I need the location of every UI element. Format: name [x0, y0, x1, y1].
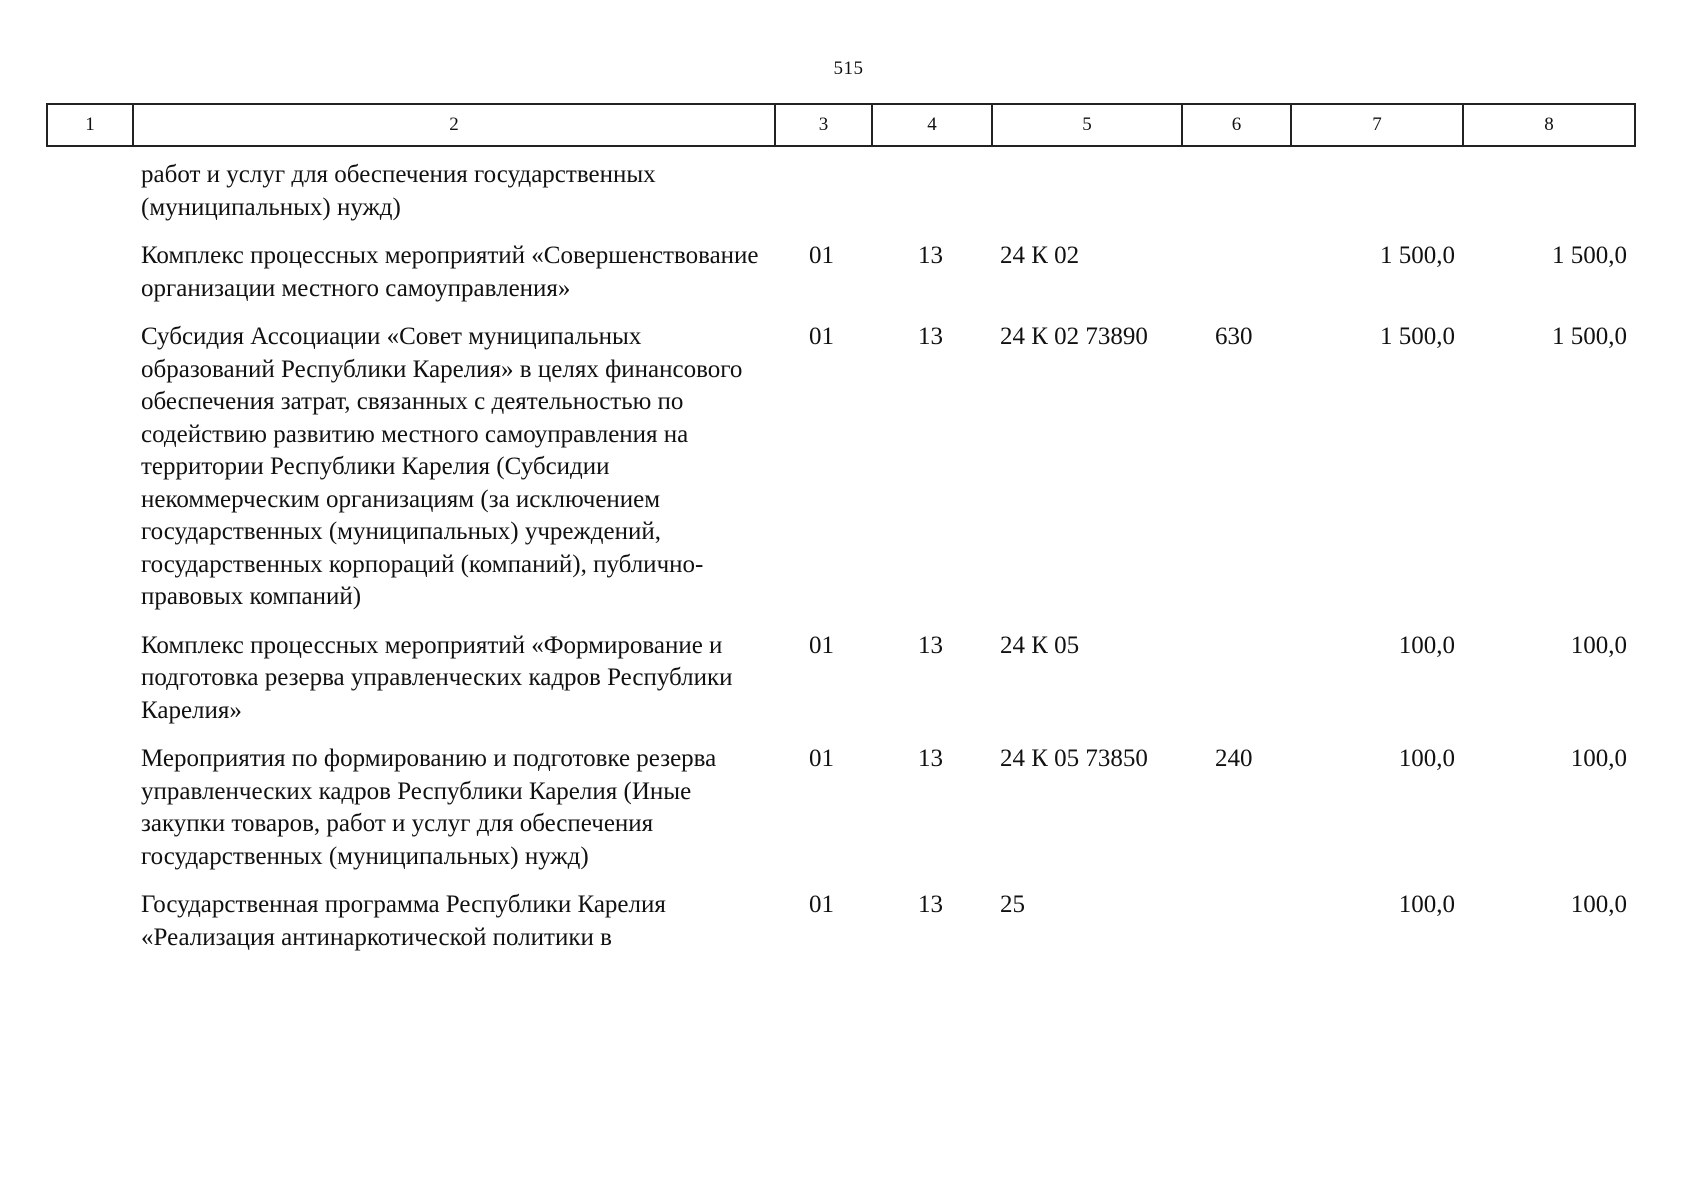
cell-rz: 01 — [809, 242, 834, 269]
table-row — [47, 240, 1635, 321]
cell-csr: 24 К 05 73850 — [1000, 745, 1148, 772]
cell-name: Государственная программа Республики Карелия «Реализация антинаркотической политики в — [141, 891, 666, 951]
cell-sum-8: 100,0 — [1570, 631, 1627, 659]
cell-sum-7: 1 500,0 — [1380, 242, 1455, 269]
cell-sum-7: 100,0 — [1398, 631, 1455, 659]
cell-csr: 24 К 02 73890 — [1000, 323, 1148, 350]
cell-vr: 630 — [1215, 323, 1253, 350]
column-header-2: 2 — [133, 104, 775, 146]
table-row — [47, 889, 1635, 970]
cell-csr: 24 К 05 — [1000, 631, 1080, 659]
cell-rz — [775, 146, 872, 240]
cell-pr: 13 — [918, 631, 943, 659]
table-row — [47, 321, 1635, 630]
cell-sum-7: 1 500,0 — [1380, 323, 1455, 350]
column-header-4: 4 — [872, 104, 992, 146]
table-header — [47, 104, 1635, 146]
cell-vr — [1182, 240, 1291, 321]
cell-csr: 25 — [1000, 891, 1025, 918]
cell-col1 — [47, 889, 133, 970]
table-row — [47, 630, 1635, 744]
cell-sum-7 — [1291, 146, 1463, 240]
cell-vr — [1182, 146, 1291, 240]
cell-name: Субсидия Ассоциации «Совет муниципальных образований Республики Карелия» в целях финансового обеспечения затрат, связанных с деятельностью по содействию развитию местного самоуправления на территории Республики Карелия (Субсидии некоммерческим организациям (за исключением государственных (муниципальных) учреждений, государственных корпораций (компаний), публично-правовых компаний) — [141, 323, 743, 610]
budget-table — [46, 103, 1636, 970]
cell-pr: 13 — [918, 891, 943, 918]
column-header-1: 1 — [47, 104, 133, 146]
cell-pr: 13 — [918, 323, 943, 350]
column-header-3: 3 — [775, 104, 872, 146]
cell-vr — [1182, 889, 1291, 970]
cell-csr — [992, 146, 1182, 240]
column-header-5: 5 — [992, 104, 1182, 146]
cell-sum-8 — [1463, 146, 1635, 240]
page-number: 515 — [833, 58, 864, 79]
cell-rz: 01 — [809, 323, 834, 350]
cell-rz: 01 — [809, 745, 834, 772]
header-row — [47, 104, 1635, 146]
cell-sum-8: 1 500,0 — [1552, 323, 1627, 350]
cell-sum-8: 1 500,0 — [1552, 242, 1627, 269]
cell-vr: 240 — [1215, 745, 1253, 772]
cell-csr: 24 К 02 — [1000, 242, 1080, 269]
cell-name: Мероприятия по формированию и подготовке резерва управленческих кадров Республики Карелия (Иные закупки товаров, работ и услуг для обеспечения государственных (муниципальных) нужд) — [141, 745, 717, 870]
table-body — [47, 146, 1635, 970]
cell-sum-8: 100,0 — [1570, 891, 1627, 918]
table-row — [47, 146, 1635, 240]
cell-sum-7: 100,0 — [1398, 891, 1455, 918]
cell-col1 — [47, 321, 133, 630]
cell-vr — [1182, 630, 1291, 744]
cell-sum-8: 100,0 — [1570, 745, 1627, 772]
cell-rz: 01 — [809, 891, 834, 918]
cell-pr: 13 — [918, 242, 943, 269]
cell-col1 — [47, 146, 133, 240]
cell-col1 — [47, 743, 133, 889]
cell-col1 — [47, 630, 133, 744]
cell-rz: 01 — [809, 631, 834, 659]
cell-name: Комплекс процессных мероприятий «Формирование и подготовка резерва управленческих кадров Республики Карелия» — [141, 631, 733, 724]
table-row — [47, 743, 1635, 889]
cell-pr: 13 — [918, 745, 943, 772]
column-header-8: 8 — [1463, 104, 1635, 146]
cell-col1 — [47, 240, 133, 321]
cell-pr — [872, 146, 992, 240]
cell-name: работ и услуг для обеспечения государственных (муниципальных) нужд) — [141, 161, 656, 221]
column-header-7: 7 — [1291, 104, 1463, 146]
column-header-6: 6 — [1182, 104, 1291, 146]
cell-name: Комплекс процессных мероприятий «Совершенствование организации местного самоуправления» — [141, 242, 759, 302]
cell-sum-7: 100,0 — [1398, 745, 1455, 772]
